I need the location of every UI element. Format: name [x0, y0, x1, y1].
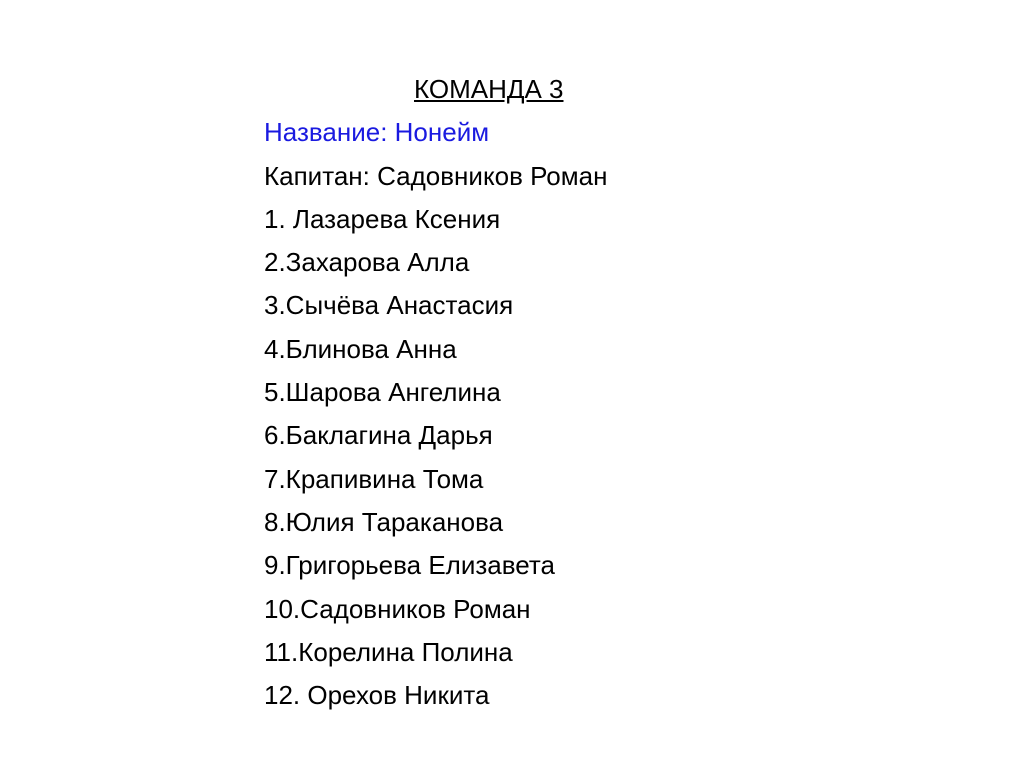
member-item: 3.Сычёва Анастасия: [264, 290, 514, 321]
member-item: 5.Шарова Ангелина: [264, 377, 501, 408]
member-item: 4.Блинова Анна: [264, 333, 457, 364]
captain-line: Капитан: Садовников Роман: [264, 160, 608, 191]
member-item: 8.Юлия Тараканова: [264, 506, 504, 537]
member-item: 6.Баклагина Дарья: [264, 420, 493, 451]
member-item: 1. Лазарева Ксения: [264, 203, 501, 234]
slide-title: КОМАНДА 3: [414, 74, 564, 104]
member-item: 11.Корелина Полина: [264, 636, 513, 667]
team-name-line: Название: Нонейм: [264, 117, 490, 148]
member-item: 2.Захарова Алла: [264, 247, 470, 278]
member-item: 10.Садовников Роман: [264, 593, 531, 624]
member-item: 12. Орехов Никита: [264, 680, 490, 711]
member-item: 7.Крапивина Тома: [264, 463, 484, 494]
slide-content: [264, 68, 824, 717]
member-item: 9.Григорьева Елизавета: [264, 550, 555, 581]
